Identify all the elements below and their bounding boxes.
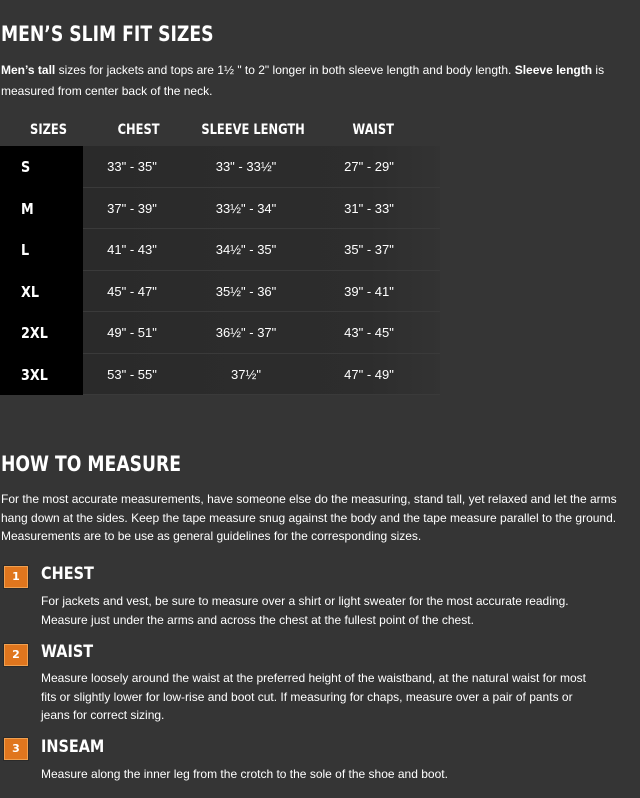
header-sizes: SIZES: [30, 122, 68, 138]
size-label: L: [21, 241, 30, 259]
tall-label: Men’s tall: [1, 63, 56, 77]
step-title: INSEAM: [41, 737, 105, 757]
size-label: S: [21, 158, 31, 176]
intro-text-1: sizes for jackets and tops are 1½ " to 2" longer in both sleeve length and body length.: [55, 63, 515, 77]
header-chest: CHEST: [117, 122, 160, 138]
row-divider: [83, 394, 440, 395]
size-label: XL: [21, 282, 39, 301]
size-cell: [0, 146, 83, 188]
table-row: [0, 146, 440, 188]
size-table: [0, 116, 440, 395]
step-description: For jackets and vest, be sure to measure over a shirt or light sweater for the most accurate reading. Measure just under the arms and across the chest at the fullest point of the chest.: [41, 594, 569, 627]
sleeve-value: 33" - 33½": [215, 159, 277, 174]
sleeve-value: 34½" - 35": [215, 242, 277, 257]
size-cell: [0, 271, 83, 313]
waist-value: 43" - 45": [344, 325, 394, 340]
step-number-badge: 1: [4, 566, 28, 588]
sleeve-value: 36½" - 37": [215, 325, 277, 340]
size-table-header: [0, 116, 440, 146]
step-description: Measure loosely around the waist at the preferred height of the waistband, at the natural waist for most fits or slightly lower for low-rise and boot cut. If measuring for chaps, measure over a pair of pants or jeans for correct sizing.: [41, 671, 586, 722]
waist-value: 35" - 37": [344, 242, 394, 257]
step-number-badge: 2: [4, 644, 28, 666]
header-sleeve-length: SLEEVE LENGTH: [201, 122, 305, 138]
chest-value: 49" - 51": [107, 325, 157, 340]
chest-value: 45" - 47": [107, 283, 157, 299]
table-row: [0, 354, 440, 396]
chest-value: 37" - 39": [107, 200, 157, 216]
size-label: 2XL: [21, 324, 48, 342]
header-waist: WAIST: [352, 122, 394, 138]
chest-value: 41" - 43": [107, 242, 157, 257]
size-table-body: [0, 146, 440, 395]
intro-text-2: is measured from center back of the neck.: [1, 63, 605, 98]
step-title: WAIST: [41, 642, 94, 662]
table-row: [0, 271, 440, 313]
size-label: 3XL: [21, 365, 48, 384]
sleeve-length-label: Sleeve length: [514, 63, 593, 77]
sleeve-value: 35½" - 36": [215, 283, 277, 299]
table-row: [0, 312, 440, 354]
sleeve-value: 33½" - 34": [215, 200, 277, 216]
size-cell: [0, 188, 83, 230]
step-title: CHEST: [41, 564, 94, 584]
page-title: MEN’S SLIM FIT SIZES: [1, 22, 214, 46]
size-cell: [0, 312, 83, 354]
waist-value: 47" - 49": [344, 366, 394, 382]
step-number-badge: 3: [4, 738, 28, 760]
size-cell: [0, 229, 83, 271]
table-row: [0, 229, 440, 271]
size-cell: [0, 354, 83, 396]
chest-value: 33" - 35": [107, 159, 157, 174]
step-description: Measure along the inner leg from the crotch to the sole of the shoe and boot.: [41, 767, 448, 781]
waist-value: 31" - 33": [344, 200, 394, 216]
waist-value: 39" - 41": [344, 283, 394, 299]
waist-value: 27" - 29": [344, 159, 394, 174]
chest-value: 53" - 55": [107, 366, 157, 382]
how-to-measure-intro: For the most accurate measurements, have someone else do the measuring, stand tall, yet relaxed and let the arms hang down at the sides. Keep the tape measure snug against the body and the tape measure parallel to the ground. Measurements are to be use as general guidelines for the corresponding sizes.: [1, 492, 617, 543]
size-label: M: [21, 199, 34, 218]
how-to-measure-heading: HOW TO MEASURE: [1, 452, 182, 476]
table-row: [0, 188, 440, 230]
sizing-intro: [1, 60, 631, 102]
sleeve-value: 37½": [231, 366, 261, 382]
